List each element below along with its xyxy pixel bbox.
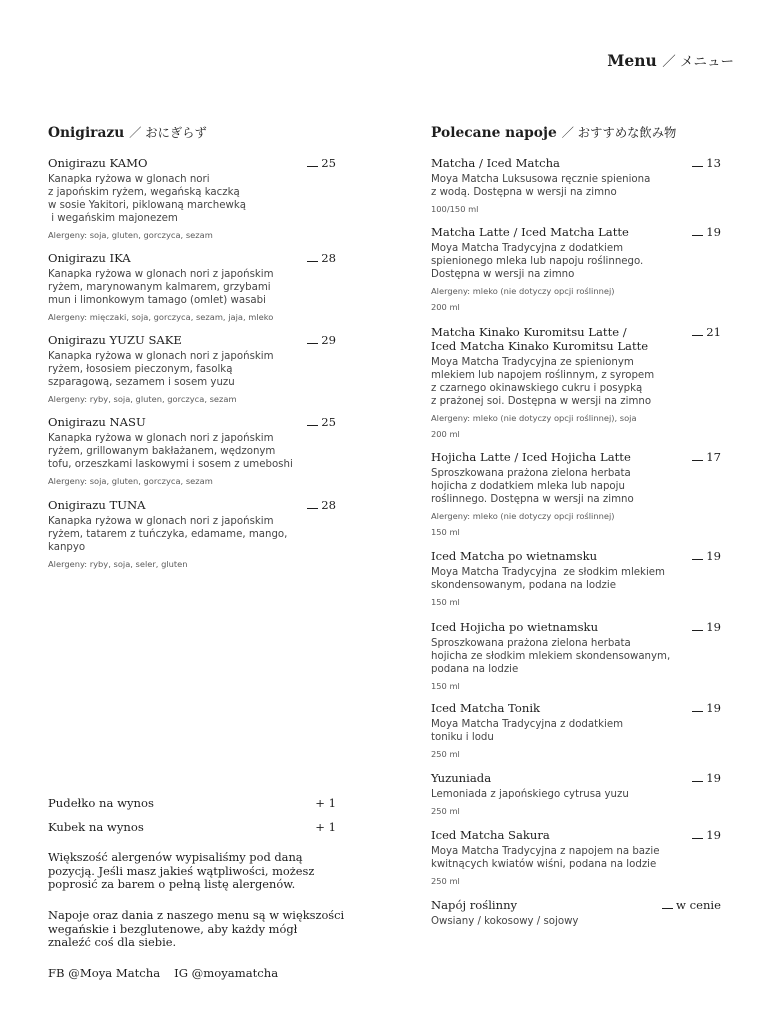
item-name: Iced Matcha Sakura <box>431 828 550 842</box>
extra-price: + 1 <box>315 796 336 810</box>
item-allergens: Alergeny: ryby, soja, gluten, gorczyca, sezam <box>48 394 237 404</box>
extra-price: + 1 <box>315 820 336 834</box>
item-description: Moya Matcha Tradycyjna z dodatkiem toniku i lodu <box>431 719 624 743</box>
vegan-info-paragraph: Napoje oraz dania z naszego menu są w większości wegańskie i bezglutenowe, aby każdy mógł znaleźć coś dla siebie. <box>48 908 345 949</box>
menu-item-tuna <box>48 498 340 570</box>
section-title-text: Onigirazu <box>48 125 125 141</box>
item-name: Onigirazu YUZU SAKE <box>48 333 182 347</box>
instagram-handle: IG @moyamatcha <box>174 966 279 980</box>
item-allergens: Alergeny: mleko (nie dotyczy opcji roślinnej) <box>431 286 615 296</box>
item-price: w cenie <box>662 898 721 912</box>
page-title-jp: ／ メニュー <box>662 54 734 70</box>
drink-item-matcha <box>431 156 721 215</box>
section-title-text: Polecane napoje <box>431 125 557 141</box>
item-price: 19 <box>692 701 721 715</box>
item-name: Iced Matcha po wietnamsku <box>431 549 598 563</box>
extra-takeaway-box <box>48 796 338 810</box>
item-description: Kanapka ryżowa w glonach nori z japońskim ryżem, łososiem pieczonym, fasolką szparagową, sezamem i sosem yuzu <box>48 351 274 388</box>
item-price: 19 <box>692 620 721 634</box>
item-description: Moya Matcha Tradycyjna z dodatkiem spienionego mleka lub napoju roślinnego. Dostępna w wersji na zimno <box>431 243 644 280</box>
item-description: Owsiany / kokosowy / sojowy <box>431 916 579 927</box>
drink-item-matcha-latte <box>431 225 721 313</box>
page-title <box>607 50 734 70</box>
item-price: 17 <box>692 450 721 464</box>
item-description: Sproszkowana prażona zielona herbata hojicha ze słodkim mlekiem skondensowanym, podana na lodzie <box>431 638 671 675</box>
item-allergens: Alergeny: soja, gluten, gorczyca, sezam <box>48 230 213 240</box>
drink-item-plant-milk <box>431 898 721 928</box>
item-description: Sproszkowana prażona zielona herbata hojicha z dodatkiem mleka lub napoju roślinnego. Dostępna w wersji na zimno <box>431 468 634 505</box>
item-name: Iced Matcha Tonik <box>431 701 541 715</box>
item-volume: 200 ml <box>431 302 460 312</box>
section-title-jp: ／ おすすめな飲み物 <box>561 126 677 140</box>
drink-item-kinako-latte <box>431 325 721 440</box>
item-name: Onigirazu KAMO <box>48 156 148 170</box>
item-price: 19 <box>692 771 721 785</box>
drink-item-vietnamese-hojicha <box>431 620 721 692</box>
item-name: Onigirazu TUNA <box>48 498 146 512</box>
item-price: 19 <box>692 828 721 842</box>
social-handles <box>48 966 278 980</box>
extra-takeaway-cup <box>48 820 338 834</box>
extra-name: Pudełko na wynos <box>48 796 154 810</box>
facebook-handle: FB @Moya Matcha <box>48 966 161 980</box>
drink-item-vietnamese-matcha <box>431 549 721 608</box>
item-price: 21 <box>692 325 721 339</box>
section-title-jp: ／ おにぎらず <box>129 126 207 140</box>
item-allergens: Alergeny: mięczaki, soja, gorczyca, sezam, jaja, mleko <box>48 312 274 322</box>
item-volume: 250 ml <box>431 876 460 886</box>
item-price: 29 <box>307 333 336 347</box>
item-volume: 250 ml <box>431 806 460 816</box>
menu-item-yuzu-sake <box>48 333 340 405</box>
item-volume: 200 ml <box>431 429 460 439</box>
item-description: Moya Matcha Tradycyjna z napojem na bazie kwitnących kwiatów wiśni, podana na lodzie <box>431 846 660 870</box>
item-name: Hojicha Latte / Iced Hojicha Latte <box>431 450 631 464</box>
drink-item-yuzuniada <box>431 771 721 817</box>
item-price: 25 <box>307 156 336 170</box>
item-volume: 150 ml <box>431 597 460 607</box>
item-description: Moya Matcha Tradycyjna ze spienionym mlekiem lub napojem roślinnym, z syropem z czarnego okinawskiego cukru i posypką z prażonej soi. Dostępna w wersji na zimno <box>431 357 655 407</box>
item-volume: 150 ml <box>431 681 460 691</box>
item-name: Matcha Kinako Kuromitsu Latte / Iced Matcha Kinako Kuromitsu Latte <box>431 325 649 353</box>
item-description: Kanapka ryżowa w glonach nori z japońskim ryżem, marynowanym kalmarem, grzybami mun i limonkowym tamago (omlet) wasabi <box>48 269 274 306</box>
item-allergens: Alergeny: soja, gluten, gorczyca, sezam <box>48 476 213 486</box>
item-name: Onigirazu IKA <box>48 251 131 265</box>
item-allergens: Alergeny: ryby, soja, seler, gluten <box>48 559 188 569</box>
menu-item-kamo <box>48 156 340 241</box>
item-price: 25 <box>307 415 336 429</box>
item-price: 19 <box>692 549 721 563</box>
item-volume: 150 ml <box>431 527 460 537</box>
item-description: Lemoniada z japońskiego cytrusa yuzu <box>431 789 629 800</box>
item-price: 28 <box>307 498 336 512</box>
allergen-info-paragraph: Większość alergenów wypisaliśmy pod daną pozycją. Jeśli masz jakieś wątpliwości, możesz poprosić za barem o pełną listę alergenów. <box>48 850 315 891</box>
item-name: Matcha Latte / Iced Matcha Latte <box>431 225 629 239</box>
item-name: Onigirazu NASU <box>48 415 146 429</box>
menu-item-nasu <box>48 415 340 487</box>
item-price: 28 <box>307 251 336 265</box>
item-name: Iced Hojicha po wietnamsku <box>431 620 599 634</box>
item-name: Yuzuniada <box>431 771 492 785</box>
menu-item-ika <box>48 251 340 323</box>
item-description: Moya Matcha Tradycyjna ze słodkim mlekiem skondensowanym, podana na lodzie <box>431 567 665 591</box>
item-name: Matcha / Iced Matcha <box>431 156 560 170</box>
item-volume: 100/150 ml <box>431 204 479 214</box>
item-price: 19 <box>692 225 721 239</box>
section-title-drinks <box>431 123 676 141</box>
item-price: 13 <box>692 156 721 170</box>
item-volume: 250 ml <box>431 749 460 759</box>
item-allergens: Alergeny: mleko (nie dotyczy opcji roślinnej) <box>431 511 615 521</box>
drink-item-hojicha-latte <box>431 450 721 538</box>
item-name: Napój roślinny <box>431 898 518 912</box>
item-description: Kanapka ryżowa w glonach nori z japońskim ryżem, tatarem z tuńczyka, edamame, mango, kanpyo <box>48 516 288 553</box>
item-allergens: Alergeny: mleko (nie dotyczy opcji roślinnej), soja <box>431 413 637 423</box>
item-description: Kanapka ryżowa w glonach nori z japońskim ryżem, grillowanym bakłażanem, wędzonym tofu, orzeszkami laskowymi i sosem z umeboshi <box>48 433 293 470</box>
extra-name: Kubek na wynos <box>48 820 144 834</box>
drink-item-matcha-tonik <box>431 701 721 760</box>
page-title-text: Menu <box>607 51 657 70</box>
item-description: Kanapka ryżowa w glonach nori z japońskim ryżem, wegańską kaczką w sosie Yakitori, piklowaną marchewką i wegańskim majonezem <box>48 174 246 224</box>
item-description: Moya Matcha Luksusowa ręcznie spieniona z wodą. Dostępna w wersji na zimno <box>431 174 651 198</box>
section-title-onigirazu <box>48 123 207 141</box>
drink-item-matcha-sakura <box>431 828 721 887</box>
